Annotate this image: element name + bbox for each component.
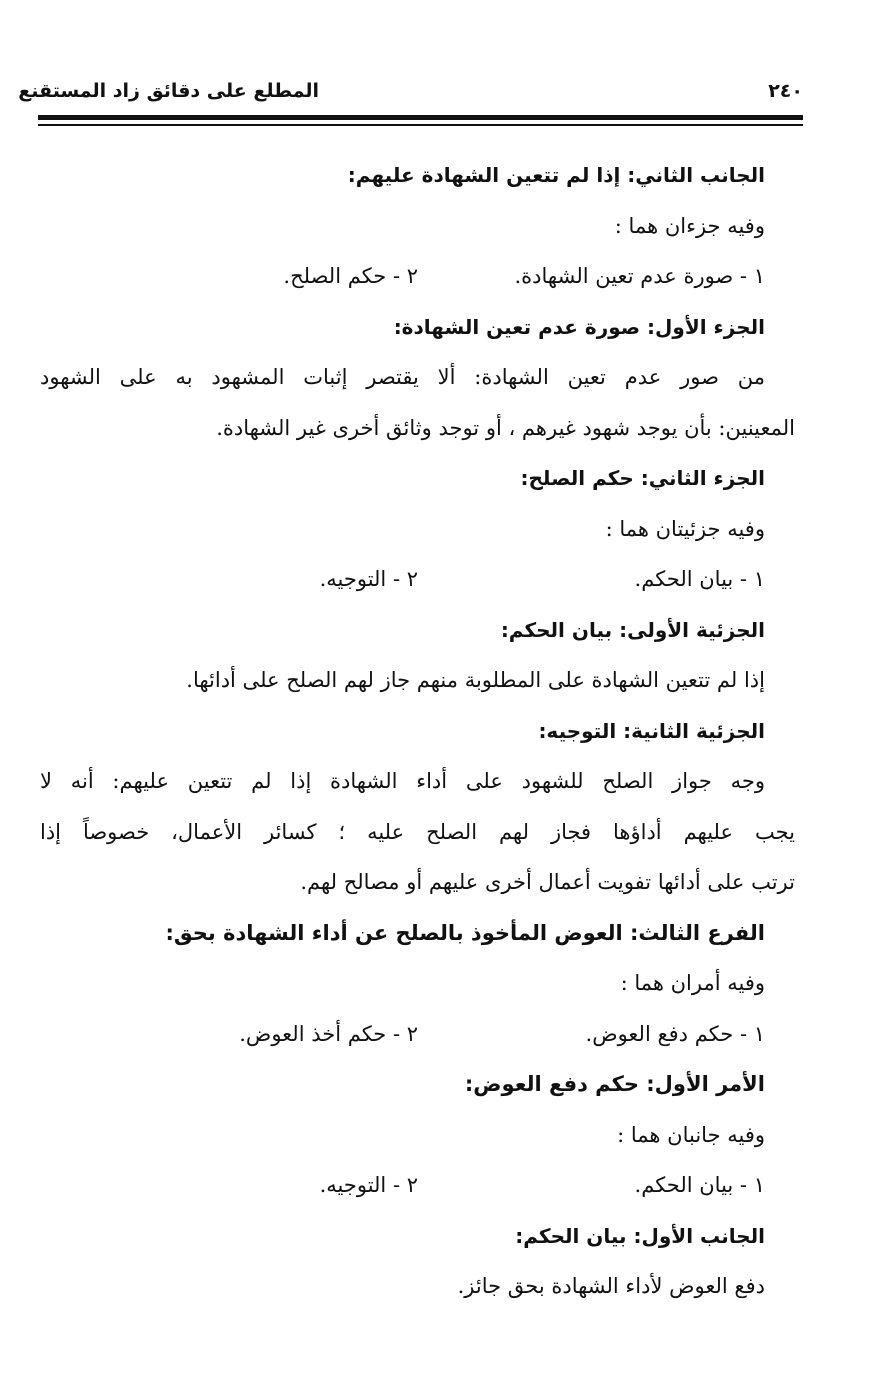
paragraph-line: المعينين: بأن يوجد شهود غيرهم ، أو توجد وثائق أخرى غير الشهادة. xyxy=(216,415,795,440)
page-header xyxy=(18,80,803,120)
list-item: ١ - حكم دفع العوض. xyxy=(585,1021,765,1046)
paragraph-line: إذا لم تتعين الشهادة على المطلوبة منهم جاز لهم الصلح على أدائها. xyxy=(186,668,765,692)
intro-text: وفيه جزءان هما : xyxy=(614,213,765,238)
subsection-heading: الجزئية الثانية: التوجيه: xyxy=(538,718,765,743)
intro-text: وفيه أمران هما : xyxy=(620,971,765,995)
intro-text: وفيه جانبان هما : xyxy=(617,1122,765,1147)
paragraph-line: من صور عدم تعين الشهادة: ألا يقتصر إثبات المشهود به على الشهود xyxy=(40,365,765,389)
paragraph-line: وجه جواز الصلح للشهود على أداء الشهادة إذا لم تتعين عليهم: أنه لا xyxy=(40,769,765,793)
header-rule-thin xyxy=(38,124,803,126)
header-rule-thick xyxy=(38,115,803,120)
page-body xyxy=(40,152,795,1314)
intro-text: وفيه جزئيتان هما : xyxy=(605,516,765,541)
list-item: ١ - بيان الحكم. xyxy=(634,567,765,591)
section-heading: الفرع الثالث: العوض المأخوذ بالصلح عن أداء الشهادة بحق: xyxy=(165,920,765,945)
subsection-heading: الجزئية الأولى: بيان الحكم: xyxy=(500,617,765,642)
subsection-heading: الجزء الأول: صورة عدم تعين الشهادة: xyxy=(393,314,765,339)
enumerated-list xyxy=(40,556,765,607)
paragraph-line: ترتب على أدائها تفويت أعمال أخرى عليهم أو مصالح لهم. xyxy=(300,870,795,894)
paragraph-line: دفع العوض لأداء الشهادة بحق جائز. xyxy=(457,1274,765,1298)
section-heading: الجانب الثاني: إذا لم تتعين الشهادة عليهم: xyxy=(347,163,765,187)
subsection-heading: الجزء الثاني: حكم الصلح: xyxy=(520,466,765,490)
list-item: ٢ - التوجيه. xyxy=(319,567,418,591)
list-item: ٢ - حكم أخذ العوض. xyxy=(239,1021,418,1046)
running-title: المطلع على دقائق زاد المستقنع xyxy=(18,80,319,102)
list-item: ٢ - التوجيه. xyxy=(319,1173,418,1197)
subsection-heading: الأمر الأول: حكم دفع العوض: xyxy=(464,1072,765,1096)
list-item: ١ - بيان الحكم. xyxy=(634,1173,765,1197)
paragraph-line: يجب عليهم أداؤها فجاز لهم الصلح عليه ؛ كسائر الأعمال، خصوصاً إذا xyxy=(40,819,795,844)
subsection-heading: الجانب الأول: بيان الحكم: xyxy=(515,1223,765,1248)
list-item: ١ - صورة عدم تعين الشهادة. xyxy=(514,264,765,288)
enumerated-list xyxy=(40,1011,765,1062)
list-item: ٢ - حكم الصلح. xyxy=(283,264,418,288)
enumerated-list xyxy=(40,253,765,304)
enumerated-list xyxy=(40,1162,765,1213)
page-number: ٢٤٠ xyxy=(768,80,803,102)
